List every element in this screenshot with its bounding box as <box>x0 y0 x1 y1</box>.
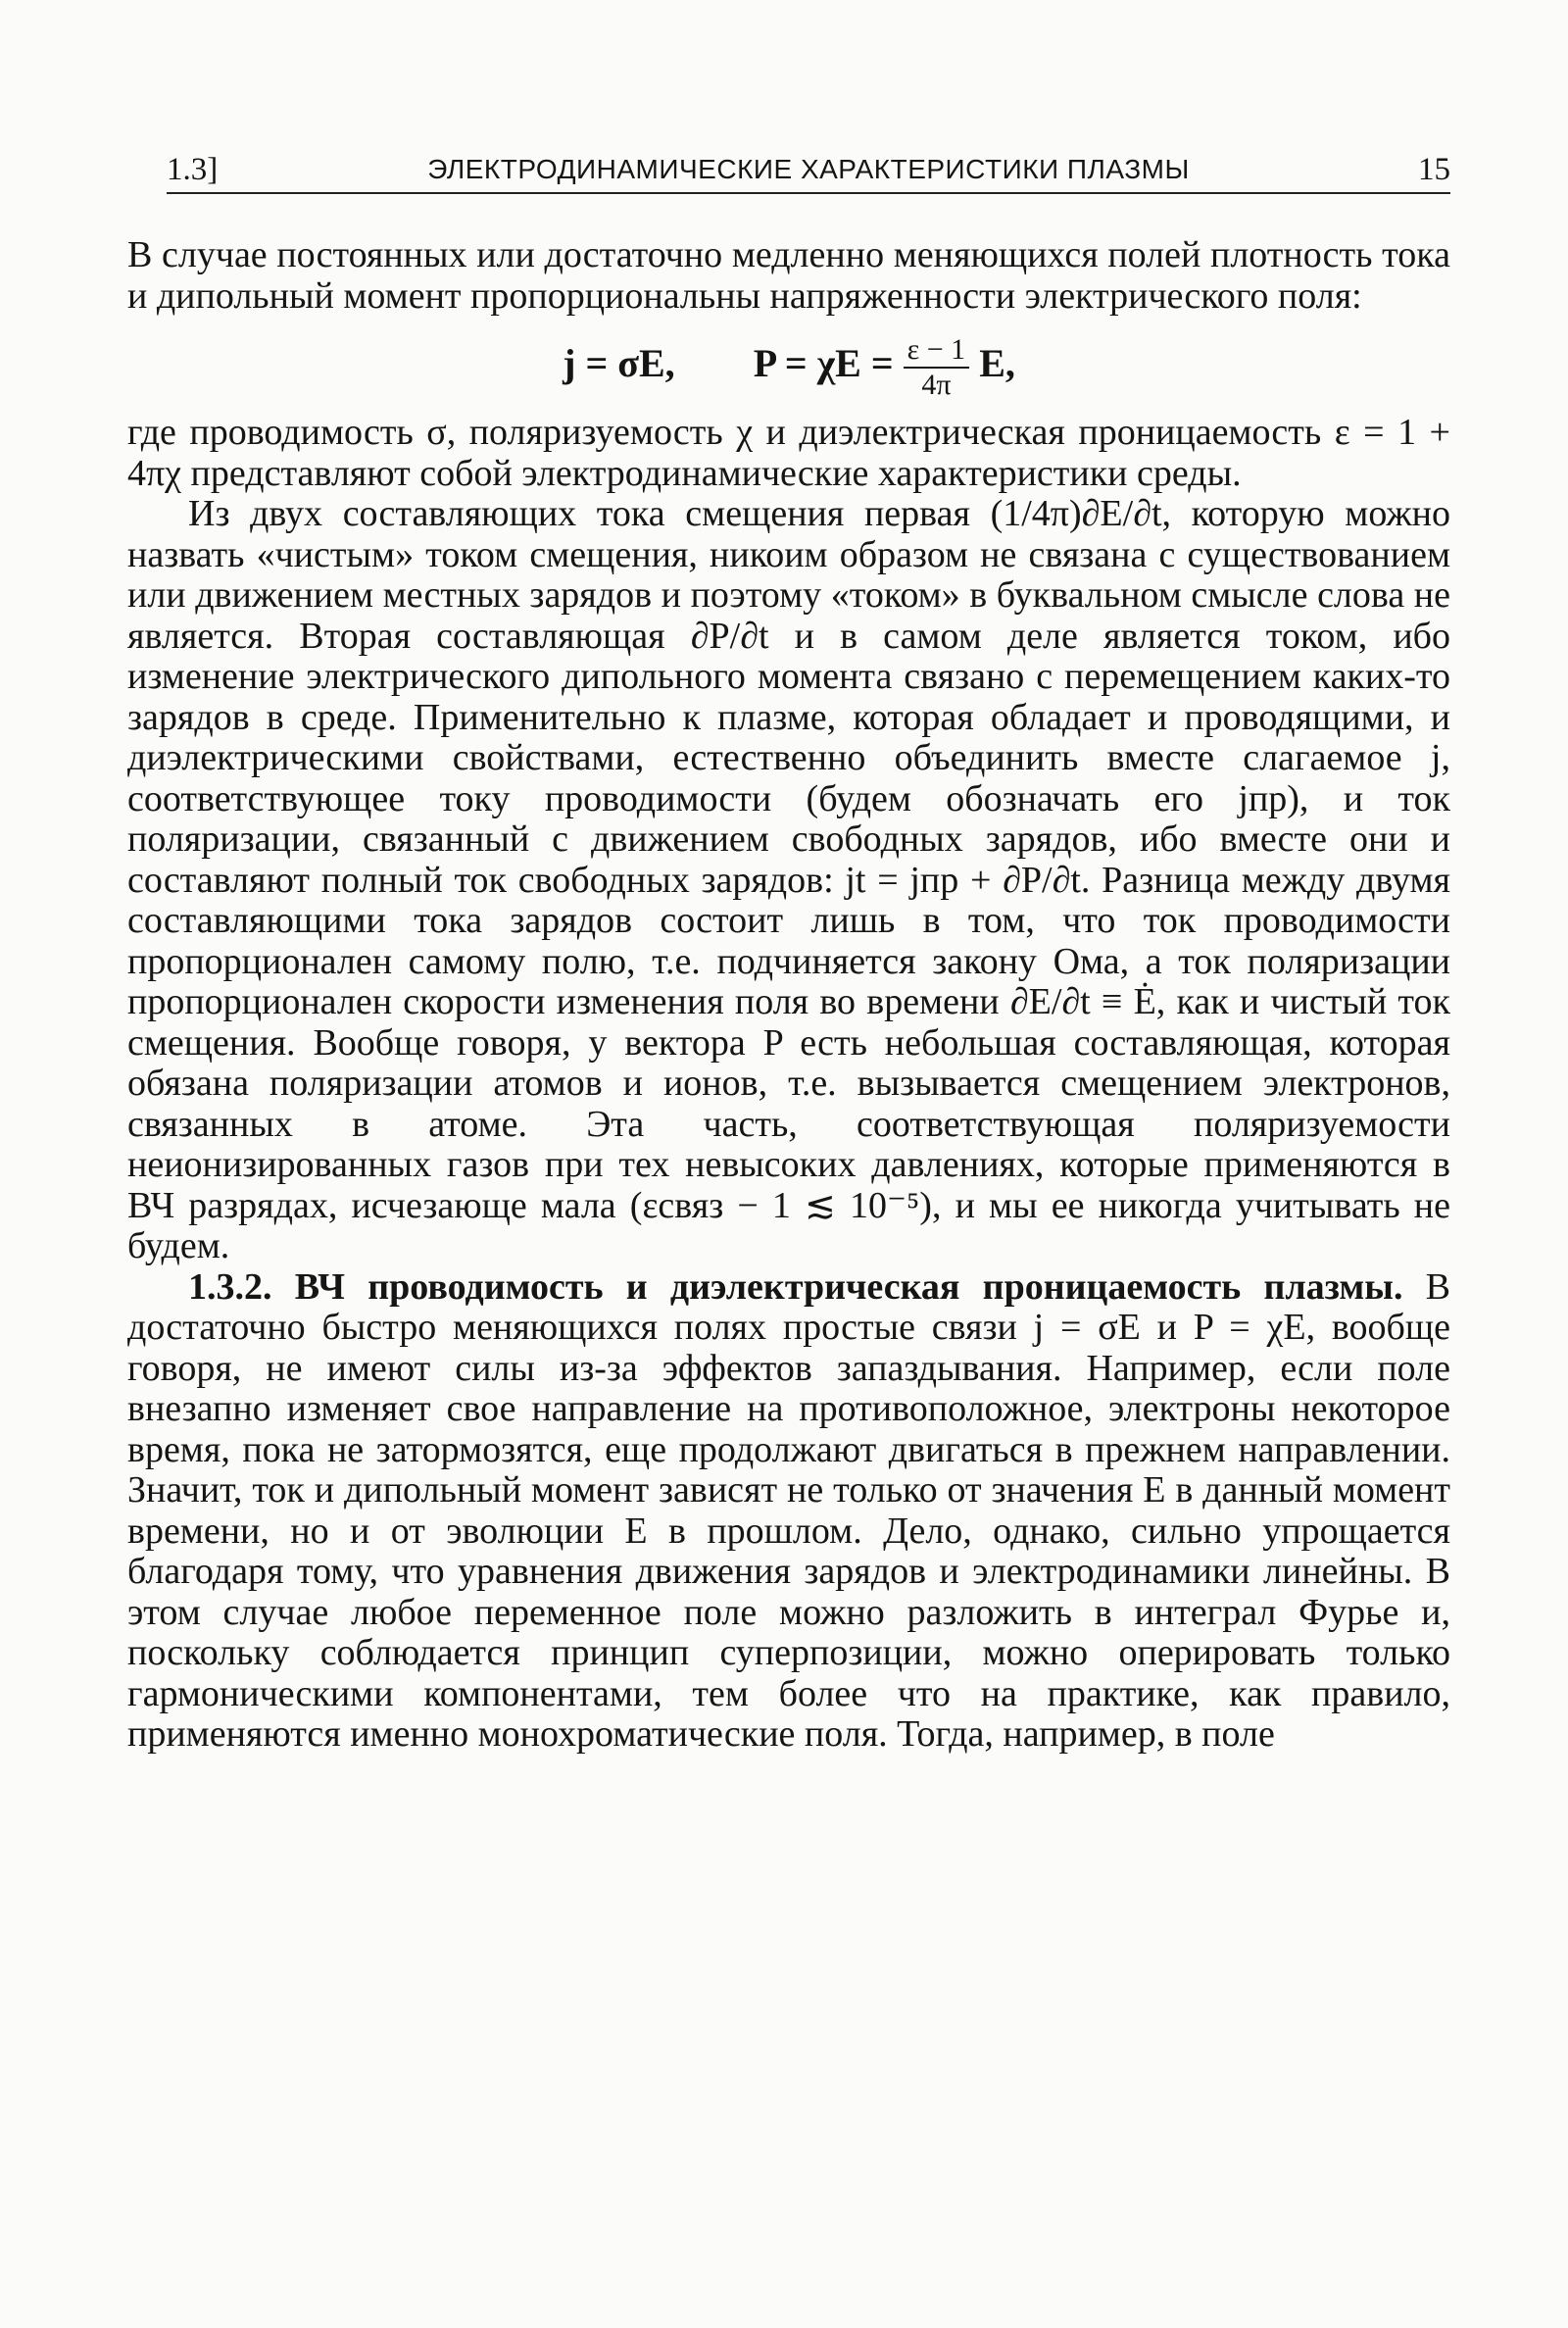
subsection-number: 1.3.2. <box>188 1265 272 1308</box>
subsection-paragraph <box>127 1267 1450 1756</box>
paragraph-4: В достаточно быстро меняющихся полях простые связи j = σE и P = χE, вообще говоря, не имеют силы из-за эффектов запаздывания. Например, если поле внезапно изменяет свое направление на противоположное, электроны некоторое время, пока не затормозятся, еще продолжают двигаться в прежнем направлении. Значит, ток и дипольный момент зависят не только от значения E в данный момент времени, но и от эволюции E в прошлом. Дело, однако, сильно упрощается благодаря тому, что уравнения движения зарядов и электродинамики линейны. В этом случае любое переменное поле можно разложить в интеграл Фурье и, поскольку соблюдается принцип суперпозиции, можно оперировать только гармоническими компонентами, тем более что на практике, как правило, применяются именно монохроматические поля. Тогда, например, в поле <box>127 1265 1451 1755</box>
formula-polarization-lhs: P = χE = <box>753 341 894 385</box>
body-text <box>127 235 1450 1756</box>
subsection-title: ВЧ проводимость и диэлектрическая проницаемость плазмы. <box>294 1265 1403 1308</box>
header-title: ЭЛЕКТРОДИНАМИЧЕСКИЕ ХАРАКТЕРИСТИКИ ПЛАЗМЫ <box>427 154 1190 184</box>
formula-fraction <box>904 333 970 402</box>
page-number: 15 <box>1418 152 1450 187</box>
formula-polarization-rhs: E, <box>979 341 1015 385</box>
section-marker: 1.3] <box>167 152 219 187</box>
formula-current-density: j = σE, <box>563 341 675 385</box>
paragraph-3: Из двух составляющих тока смещения первая (1/4π)∂E/∂t, которую можно назвать «чистым» током смещения, никоим образом не связана с существованием или движением местных зарядов и поэтому «током» в буквальном смысле слова не является. Вторая составляющая ∂P/∂t и в самом деле является током, ибо изменение электрического дипольного момента связано с перемещением каких-то зарядов в среде. Применительно к плазме, которая обладает и проводящими, и диэлектрическими свойствами, естественно объединить вместе слагаемое j, соответствующее току проводимости (будем обозначать его jпр), и ток поляризации, связанный с движением свободных зарядов, ибо вместе они и составляют полный ток свободных зарядов: jt = jпр + ∂P/∂t. Разница между двумя составляющими тока зарядов состоит лишь в том, что ток проводимости пропорционален самому полю, т.е. подчиняется закону Ома, а ток поляризации пропорционален скорости изменения поля во времени ∂E/∂t ≡ Ė, как и чистый ток смещения. Вообще говоря, у вектора P есть небольшая составляющая, которая обязана поляризации атомов и ионов, т.е. вызывается смещением электронов, связанных в атоме. Эта часть, соответствующая поляризуемости неионизированных газов при тех невысоких давлениях, которые применяются в ВЧ разрядах, исчезающе мала (εсвяз − 1 ≲ 10⁻⁵), и мы ее никогда учитывать не будем. <box>127 493 1450 1266</box>
display-formula <box>127 324 1450 403</box>
paragraph-1: В случае постоянных или достаточно медленно меняющихся полей плотность тока и дипольный момент пропорциональны напряженности электрического поля: <box>127 234 1450 317</box>
running-header <box>167 147 1450 194</box>
fraction-denominator: 4π <box>921 368 952 401</box>
fraction-numerator: ε − 1 <box>904 333 970 369</box>
paragraph-2: где проводимость σ, поляризуемость χ и диэлектрическая проницаемость ε = 1 + 4πχ представляют собой электродинамические характеристики среды. <box>127 412 1450 494</box>
